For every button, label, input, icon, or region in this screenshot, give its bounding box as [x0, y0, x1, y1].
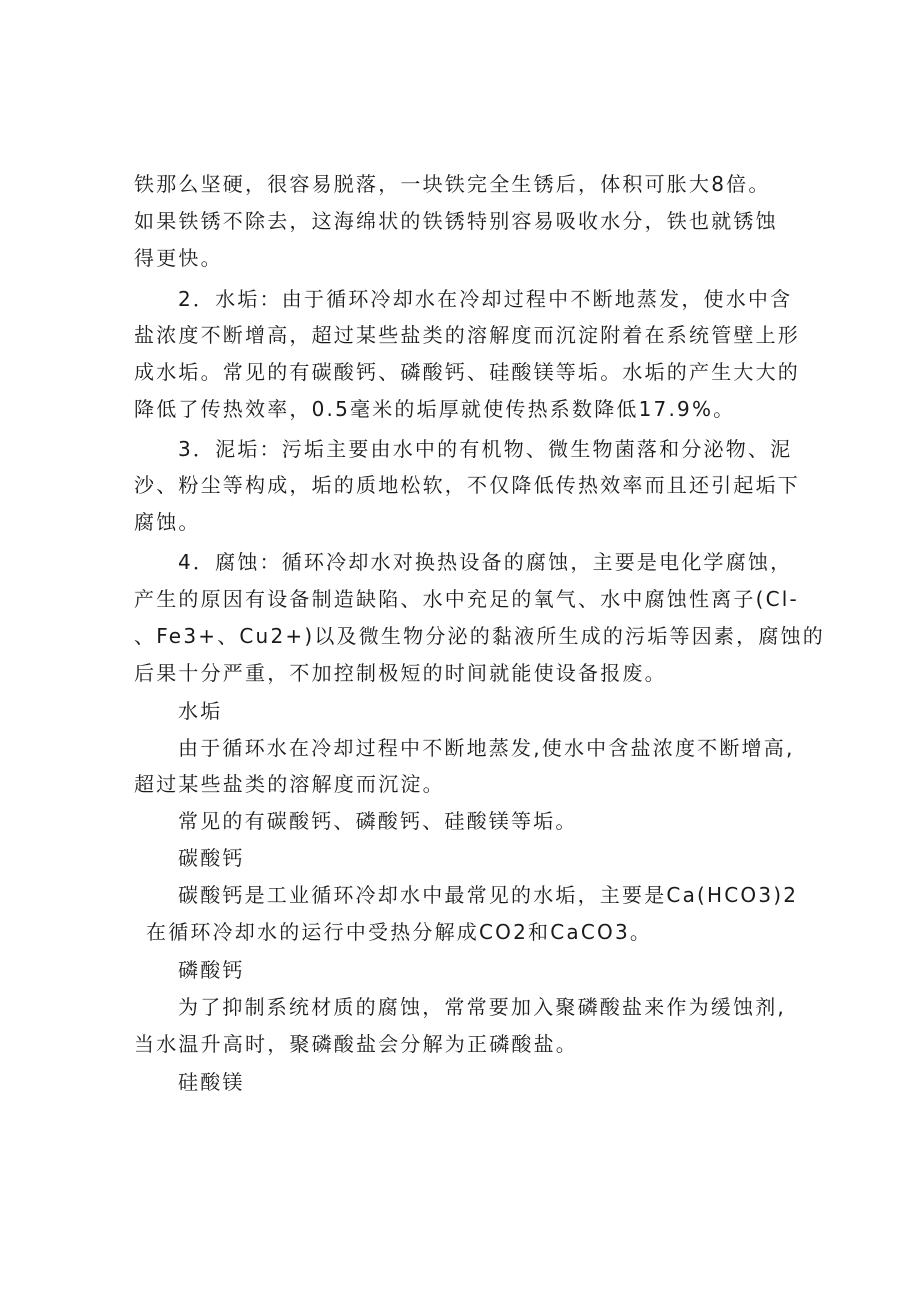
list-item-3-line: 腐蚀。 [134, 510, 201, 534]
list-item-4-line: 4．腐蚀：循环冷却水对换热设备的腐蚀，主要是电化学腐蚀， [178, 550, 793, 574]
list-item-4-line: 产生的原因有设备制造缺陷、水中充足的氧气、水中腐蚀性离子(Cl- [134, 587, 799, 611]
paragraph-line: 如果铁锈不除去，这海绵状的铁锈特别容易吸收水分，铁也就锈蚀 [134, 209, 778, 233]
calcium-phosphate-line: 为了抑制系统材质的腐蚀，常常要加入聚磷酸盐来作为缓蚀剂, [178, 995, 786, 1019]
paragraph-line: 得更快。 [134, 246, 223, 270]
scale-body-line: 由于循环水在冷却过程中不断地蒸发,使水中含盐浓度不断增高, [178, 736, 795, 760]
section-heading-calcium-carbonate: 碳酸钙 [178, 846, 245, 870]
section-heading-scale: 水垢 [178, 699, 223, 723]
list-item-3-line: 3．泥垢：污垢主要由水中的有机物、微生物菌落和分泌物、泥 [178, 437, 793, 461]
list-item-2-line: 成水垢。常见的有碳酸钙、磷酸钙、硅酸镁等垢。水垢的产生大大的 [134, 360, 800, 384]
scale-body-line: 超过某些盐类的溶解度而沉淀。 [134, 772, 445, 796]
paragraph-line: 铁那么坚硬，很容易脱落，一块铁完全生锈后，体积可胀大8倍。 [134, 172, 771, 196]
list-item-4-line: 、Fe3+、Cu2+)以及微生物分泌的黏液所生成的污垢等因素，腐蚀的 [134, 624, 825, 648]
section-heading-calcium-phosphate: 磷酸钙 [178, 958, 245, 982]
calcium-carbonate-line: 碳酸钙是工业循环冷却水中最常见的水垢，主要是Ca(HCO3)2 [178, 883, 799, 907]
list-item-2-line: 盐浓度不断增高，超过某些盐类的溶解度而沉淀附着在系统管壁上形 [134, 323, 800, 347]
scale-types-line: 常见的有碳酸钙、磷酸钙、硅酸镁等垢。 [178, 809, 578, 833]
list-item-3-line: 沙、粉尘等构成，垢的质地松软，不仅降低传热效率而且还引起垢下 [134, 473, 800, 497]
list-item-2-line: 2．水垢：由于循环冷却水在冷却过程中不断地蒸发，使水中含 [178, 287, 793, 311]
calcium-phosphate-line: 当水温升高时，聚磷酸盐会分解为正磷酸盐。 [134, 1032, 578, 1056]
list-item-2-line: 降低了传热效率，0.5毫米的垢厚就使传热系数降低17.9%。 [134, 397, 736, 421]
list-item-4-line: 后果十分严重，不加控制极短的时间就能使设备报废。 [134, 661, 667, 685]
section-heading-magnesium-silicate: 硅酸镁 [178, 1070, 245, 1094]
calcium-carbonate-line: 在循环冷却水的运行中受热分解成CO2和CaCO3。 [146, 920, 653, 944]
